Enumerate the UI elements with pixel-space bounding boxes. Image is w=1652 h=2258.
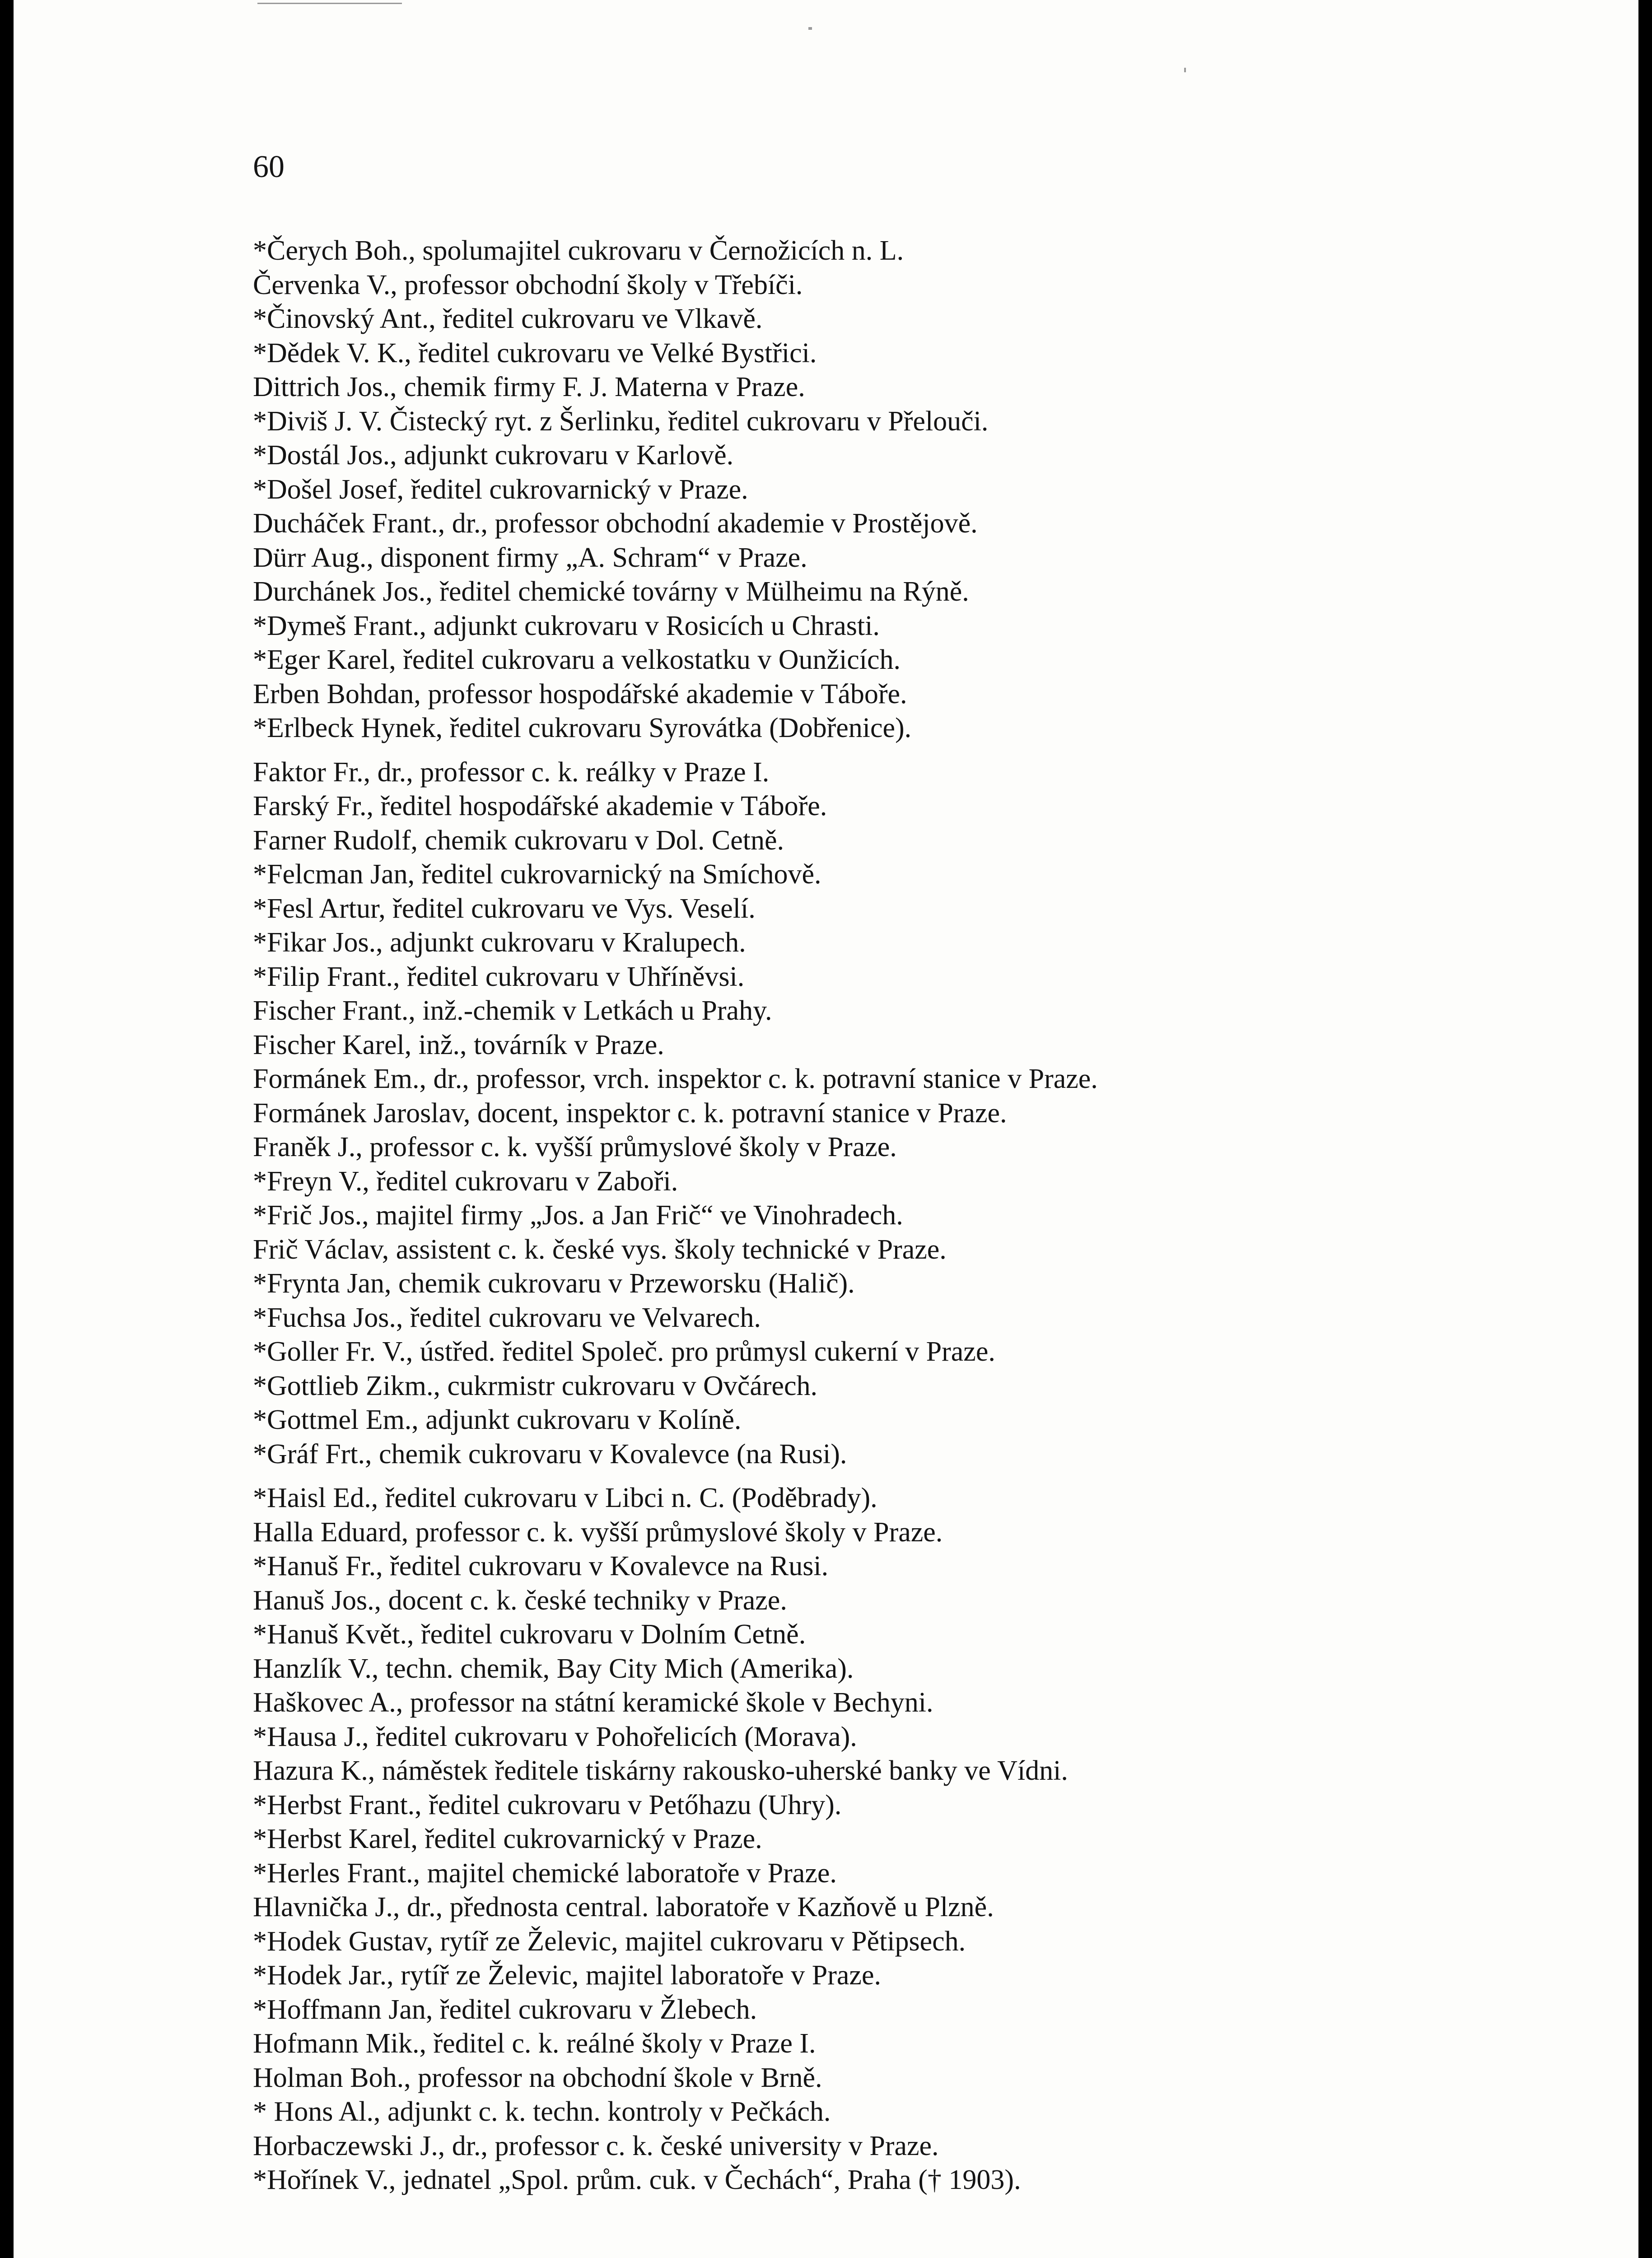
list-entry: *Diviš J. V. Čistecký ryt. z Šerlinku, ředitel cukrovaru v Přelouči. <box>253 406 989 437</box>
list-entry: *Gráf Frt., chemik cukrovaru v Kovalevce (na Rusi). <box>253 1438 847 1470</box>
member-list <box>253 234 1517 2197</box>
list-entry: Franěk J., professor c. k. vyšší průmyslové školy v Praze. <box>253 1132 897 1162</box>
list-entry: Haškovec A., professor na státní keramické škole v Bechyni. <box>253 1687 933 1718</box>
list-entry: *Hoffmann Jan, ředitel cukrovaru v Žlebech. <box>253 1994 757 2025</box>
list-entry: *Fesl Artur, ředitel cukrovaru ve Vys. Veselí. <box>253 893 756 924</box>
list-entry: * Hons Al., adjunkt c. k. techn. kontroly v Pečkách. <box>253 2096 831 2127</box>
list-entry: Holman Boh., professor na obchodní škole v Brně. <box>253 2062 822 2093</box>
list-entry: *Hodek Jar., rytíř ze Želevic, majitel laboratoře v Praze. <box>253 1960 881 1991</box>
list-entry: *Freyn V., ředitel cukrovaru v Zaboři. <box>253 1166 678 1197</box>
list-entry: *Eger Karel, ředitel cukrovaru a velkostatku v Ounžicích. <box>253 644 901 675</box>
scan-edge-mark <box>257 3 402 4</box>
list-entry: *Frič Jos., majitel firmy „Jos. a Jan Frič“ ve Vinohradech. <box>253 1200 903 1231</box>
list-entry: Farner Rudolf, chemik cukrovaru v Dol. Cetně. <box>253 825 784 856</box>
list-entry: Erben Bohdan, professor hospodářské akademie v Táboře. <box>253 678 907 709</box>
list-entry: *Gottmel Em., adjunkt cukrovaru v Kolíně. <box>253 1404 742 1435</box>
list-entry: *Gottlieb Zikm., cukrmistr cukrovaru v Ovčárech. <box>253 1370 817 1401</box>
list-entry: *Haisl Ed., ředitel cukrovaru v Libci n. C. (Poděbrady). <box>253 1483 877 1513</box>
list-entry: Hanzlík V., techn. chemik, Bay City Mich (Amerika). <box>253 1653 854 1684</box>
list-entry: *Filip Frant., ředitel cukrovaru v Uhříněvsi. <box>253 961 745 992</box>
scan-edge-mark <box>808 27 812 30</box>
list-entry: *Hořínek V., jednatel „Spol. prům. cuk. v Čechách“, Praha († 1903). <box>253 2165 1021 2195</box>
list-entry: Červenka V., professor obchodní školy v Třebíči. <box>253 269 803 300</box>
list-entry: *Herles Frant., majitel chemické laboratoře v Praze. <box>253 1857 837 1889</box>
list-entry: *Dědek V. K., ředitel cukrovaru ve Velké Bystřici. <box>253 337 817 369</box>
list-entry: *Erlbeck Hynek, ředitel cukrovaru Syrovátka (Dobřenice). <box>253 713 912 743</box>
list-entry: Hofmann Mik., ředitel c. k. reálné školy v Praze I. <box>253 2028 816 2059</box>
list-entry: *Hodek Gustav, rytíř ze Želevic, majitel cukrovaru v Pětipsech. <box>253 1926 966 1957</box>
list-entry: *Goller Fr. V., ústřed. ředitel Společ. pro průmysl cukerní v Praze. <box>253 1336 995 1367</box>
list-entry: Fischer Frant., inž.-chemik v Letkách u Prahy. <box>253 995 772 1026</box>
list-entry: Formánek Jaroslav, docent, inspektor c. k. potravní stanice v Praze. <box>253 1097 1007 1129</box>
list-entry: Formánek Em., dr., professor, vrch. inspektor c. k. potravní stanice v Praze. <box>253 1064 1098 1094</box>
list-entry: *Fikar Jos., adjunkt cukrovaru v Kralupech. <box>253 927 746 958</box>
list-entry: *Fuchsa Jos., ředitel cukrovaru ve Velvarech. <box>253 1302 761 1333</box>
list-entry: Farský Fr., ředitel hospodářské akademie v Táboře. <box>253 791 827 821</box>
page-number: 60 <box>253 149 285 184</box>
list-entry: *Felcman Jan, ředitel cukrovarnický na Smíchově. <box>253 859 821 890</box>
list-entry: *Dostál Jos., adjunkt cukrovaru v Karlově. <box>253 440 734 471</box>
list-entry: Faktor Fr., dr., professor c. k. reálky v Praze I. <box>253 756 770 788</box>
list-entry: *Čerych Boh., spolumajitel cukrovaru v Černožicích n. L. <box>253 235 904 266</box>
list-entry: *Hausa J., ředitel cukrovaru v Pohořelicích (Morava). <box>253 1721 857 1752</box>
list-entry: Hanuš Jos., docent c. k. české techniky v Praze. <box>253 1585 787 1616</box>
list-entry: *Dymeš Frant., adjunkt cukrovaru v Rosicích u Chrasti. <box>253 610 880 641</box>
scan-edge-mark <box>1184 68 1186 72</box>
book-page <box>14 0 1638 2258</box>
list-entry: Horbaczewski J., dr., professor c. k. české university v Praze. <box>253 2130 939 2161</box>
list-entry: Dürr Aug., disponent firmy „A. Schram“ v Praze. <box>253 542 807 573</box>
list-entry: Dittrich Jos., chemik firmy F. J. Materna v Praze. <box>253 372 805 402</box>
list-entry: *Hanuš Květ., ředitel cukrovaru v Dolním Cetně. <box>253 1619 806 1650</box>
list-entry: Hazura K., náměstek ředitele tiskárny rakousko-uherské banky ve Vídni. <box>253 1755 1068 1786</box>
list-entry: Frič Václav, assistent c. k. české vys. školy technické v Praze. <box>253 1234 947 1265</box>
list-entry: *Hanuš Fr., ředitel cukrovaru v Kovalevce na Rusi. <box>253 1551 829 1582</box>
list-entry: *Herbst Frant., ředitel cukrovaru v Petőhazu (Uhry). <box>253 1789 842 1820</box>
list-entry: *Herbst Karel, ředitel cukrovarnický v Praze. <box>253 1824 762 1854</box>
list-entry: Ducháček Frant., dr., professor obchodní akademie v Prostějově. <box>253 508 978 539</box>
list-entry: *Frynta Jan, chemik cukrovaru v Przeworsku (Halič). <box>253 1268 855 1299</box>
list-entry: Fischer Karel, inž., továrník v Praze. <box>253 1029 664 1060</box>
list-entry: *Činovský Ant., ředitel cukrovaru ve Vlkavě. <box>253 303 763 334</box>
list-entry: *Došel Josef, ředitel cukrovarnický v Praze. <box>253 474 748 505</box>
list-entry: Durchánek Jos., ředitel chemické továrny v Mülheimu na Rýně. <box>253 576 969 607</box>
list-entry: Hlavnička J., dr., přednosta central. laboratoře v Kazňově u Plzně. <box>253 1892 994 1922</box>
list-entry: Halla Eduard, professor c. k. vyšší průmyslové školy v Praze. <box>253 1516 943 1548</box>
